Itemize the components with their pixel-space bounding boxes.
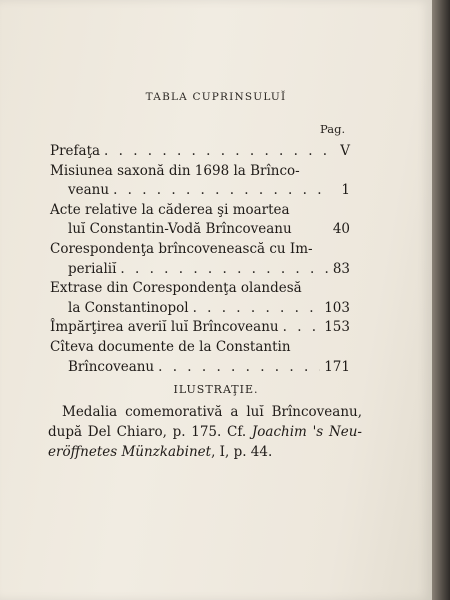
leader-dots: [158, 358, 320, 378]
leader-dots: [120, 260, 328, 280]
toc-entry-impartirea: [50, 318, 350, 338]
leader-dots: [104, 142, 328, 162]
toc-page-number: 1: [341, 182, 350, 199]
toc-page-number: V: [340, 143, 350, 159]
page-title: TABLA CUPRINSULUĬ: [145, 91, 287, 103]
leader-dots: [193, 299, 321, 319]
toc-entry-title-continued: luĭ Constantin-Vodă Brîncoveanu: [68, 221, 292, 238]
illustration-line-3: [48, 442, 362, 462]
illustrations-heading: ILUSTRAŢIE.: [173, 383, 259, 396]
toc-entry-title: Împărţirea averiĭ luĭ Brîncoveanu: [50, 319, 279, 336]
toc-entry-title-continued: Brîncoveanu: [68, 358, 155, 375]
toc-entry-title-continued: la Constantinopol: [68, 299, 189, 316]
page-column-label: Pag.: [320, 122, 346, 136]
toc-entry-title: Misiunea saxonă din 1698 la Brînco-: [50, 162, 300, 179]
toc-entry-corespondenta: [50, 240, 350, 279]
toc-page-number: 83: [332, 260, 350, 277]
leader-dots: [113, 181, 328, 201]
illustration-citation-italic: eröffnetes Münzkabinet: [48, 444, 212, 460]
illustration-citation-text: , I, p. 44.: [211, 444, 273, 460]
illustrations-description: [48, 402, 362, 462]
toc-page-number: 153: [324, 319, 350, 336]
toc-entry-citeva: [50, 338, 350, 377]
toc-entry-title: Prefaţa: [50, 143, 101, 159]
toc-entry-title: Corespondenţa brîncovenească cu Im-: [50, 240, 313, 257]
toc-page-number: 171: [324, 358, 350, 375]
illustration-line-1: Medalia comemorativă a luĭ Brîncoveanu,: [62, 404, 362, 420]
book-edge: [432, 0, 450, 600]
toc-entry-title: Acte relative la căderea şi moartea: [50, 201, 290, 218]
toc-entry-misiunea: [50, 162, 350, 201]
toc-entry-prefata: [50, 142, 350, 162]
illustration-citation-italic: Joachim 's Neu-: [251, 424, 362, 440]
toc-entry-title: Extrase din Corespondenţa olandesă: [50, 280, 302, 297]
leader-dots: [283, 318, 321, 338]
illustration-citation-text: după Del Chiaro, p. 175. Cf.: [48, 424, 252, 440]
toc-entry-acte: [50, 201, 350, 240]
toc-entry-title-continued: perialiĭ: [68, 260, 117, 277]
toc-entry-extrase: [50, 279, 350, 318]
toc-page-number: 103: [324, 299, 350, 316]
table-of-contents: [50, 142, 350, 377]
illustration-line-2: [48, 422, 362, 442]
toc-entry-title-continued: veanu: [68, 182, 110, 199]
toc-entry-title: Cîteva documente de la Constantin: [50, 338, 291, 355]
toc-page-number: 40: [332, 221, 350, 238]
